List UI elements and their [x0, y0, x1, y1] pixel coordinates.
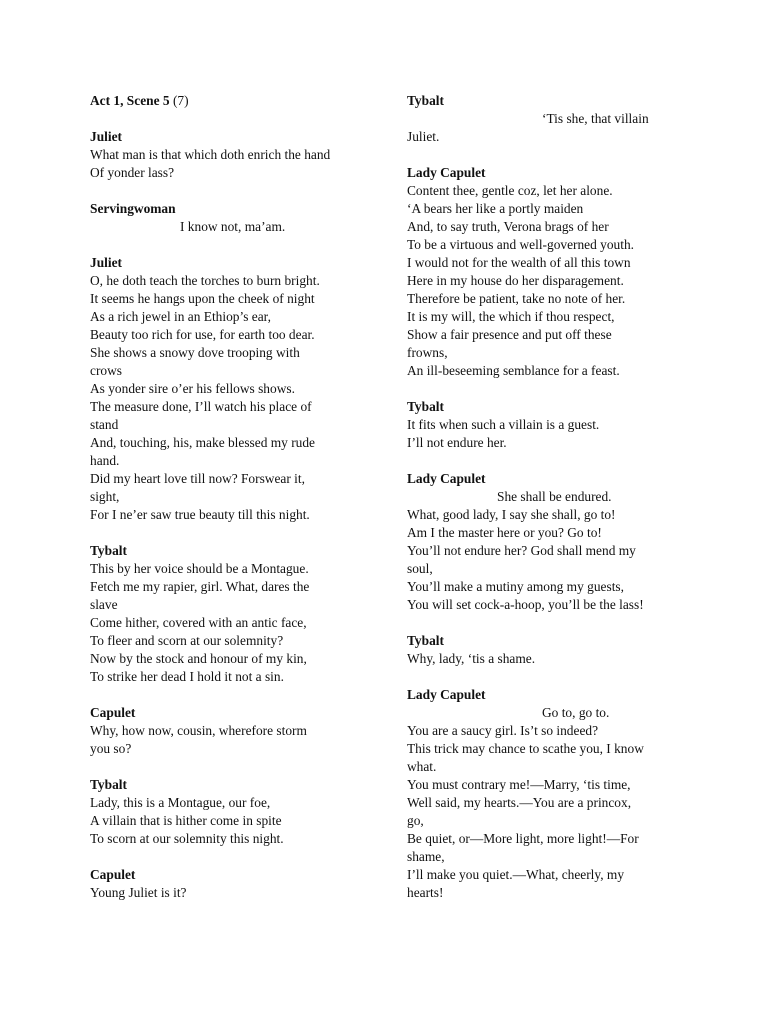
speech-line: what. — [407, 759, 437, 774]
speaker-name: Tybalt — [407, 93, 444, 108]
speaker-name: Servingwoman — [90, 201, 176, 216]
page-number: (7) — [172, 93, 189, 108]
speech-line: As yonder sire o’er his fellows shows. — [90, 381, 295, 396]
speech-block — [407, 164, 697, 380]
speech-block — [407, 632, 697, 668]
speaker-name: Tybalt — [90, 543, 127, 558]
speech-line: Go to, go to. — [542, 705, 610, 720]
speech-line: I’ll make you quiet.—What, cheerly, my — [407, 867, 625, 882]
speaker-name: Capulet — [90, 705, 136, 720]
speech-line: Therefore be patient, take no note of her. — [407, 291, 626, 306]
speaker-name: Tybalt — [407, 399, 444, 414]
speech-block — [90, 542, 380, 686]
speech-line: The measure done, I’ll watch his place of — [90, 399, 312, 414]
speech-line: An ill-beseeming semblance for a feast. — [407, 363, 620, 378]
speech-block — [90, 200, 380, 236]
speech-line: Young Juliet is it? — [90, 885, 187, 900]
speech-line: What, good lady, I say she shall, go to! — [407, 507, 616, 522]
speech-line: To scorn at our solemnity this night. — [90, 831, 284, 846]
speech-block — [90, 704, 380, 758]
speech-line: You must contrary me!—Marry, ‘tis time, — [407, 777, 631, 792]
speech-line: Come hither, covered with an antic face, — [90, 615, 307, 630]
speech-line: And, to say truth, Verona brags of her — [407, 219, 609, 234]
speech-block — [407, 470, 697, 614]
speech-line: hearts! — [407, 885, 444, 900]
speech-line: crows — [90, 363, 122, 378]
speech-line: ‘A bears her like a portly maiden — [407, 201, 584, 216]
speech-line: I’ll not endure her. — [407, 435, 507, 450]
speech-line: Did my heart love till now? Forswear it, — [90, 471, 305, 486]
speaker-name: Capulet — [90, 867, 136, 882]
speech-line: Why, lady, ‘tis a shame. — [407, 651, 536, 666]
left-column — [90, 92, 380, 920]
speech-line: O, he doth teach the torches to burn bright. — [90, 273, 320, 288]
speech-line: ‘Tis she, that villain — [542, 111, 649, 126]
speech-block — [90, 776, 380, 848]
speech-line: you so? — [90, 741, 132, 756]
speech-line: This trick may chance to scathe you, I know — [407, 741, 644, 756]
speaker-name: Juliet — [90, 129, 122, 144]
right-column — [407, 92, 697, 920]
speech-line: Show a fair presence and put off these — [407, 327, 612, 342]
speech-line: You are a saucy girl. Is’t so indeed? — [407, 723, 599, 738]
speech-line: Am I the master here or you? Go to! — [407, 525, 602, 540]
speech-line: To be a virtuous and well-governed youth. — [407, 237, 635, 252]
speaker-name: Lady Capulet — [407, 471, 486, 486]
speech-line: Beauty too rich for use, for earth too dear. — [90, 327, 315, 342]
speech-line: You’ll make a mutiny among my guests, — [407, 579, 624, 594]
speech-line: Fetch me my rapier, girl. What, dares the — [90, 579, 310, 594]
speech-line: hand. — [90, 453, 120, 468]
speech-line: shame, — [407, 849, 445, 864]
speech-line: I would not for the wealth of all this town — [407, 255, 631, 270]
speech-line: You will set cock-a-hoop, you’ll be the lass! — [407, 597, 644, 612]
speech-line: frowns, — [407, 345, 448, 360]
speech-line: What man is that which doth enrich the hand — [90, 147, 331, 162]
scene-heading — [90, 92, 380, 110]
speech-line: And, touching, his, make blessed my rude — [90, 435, 315, 450]
speech-line: Well said, my hearts.—You are a princox, — [407, 795, 632, 810]
speech-line: To fleer and scorn at our solemnity? — [90, 633, 284, 648]
speech-line: go, — [407, 813, 424, 828]
speech-line: Lady, this is a Montague, our foe, — [90, 795, 271, 810]
speech-line: A villain that is hither come in spite — [90, 813, 282, 828]
speech-block — [407, 398, 697, 452]
speech-line: soul, — [407, 561, 433, 576]
speaker-name: Tybalt — [407, 633, 444, 648]
speaker-name: Juliet — [90, 255, 122, 270]
speech-block — [90, 128, 380, 182]
speech-line: Be quiet, or—More light, more light!—For — [407, 831, 639, 846]
speech-line: She shall be endured. — [497, 489, 612, 504]
speech-line: It seems he hangs upon the cheek of night — [90, 291, 315, 306]
speech-block — [407, 686, 697, 902]
speech-block — [407, 92, 697, 146]
speech-line: This by her voice should be a Montague. — [90, 561, 309, 576]
speech-line: For I ne’er saw true beauty till this night. — [90, 507, 310, 522]
speech-block — [90, 866, 380, 902]
speech-line: Content thee, gentle coz, let her alone. — [407, 183, 613, 198]
speech-line: Juliet. — [407, 129, 440, 144]
speech-line: Of yonder lass? — [90, 165, 175, 180]
speech-line: Now by the stock and honour of my kin, — [90, 651, 307, 666]
speech-line: She shows a snowy dove trooping with — [90, 345, 300, 360]
speech-block — [90, 254, 380, 524]
speech-line: Why, how now, cousin, wherefore storm — [90, 723, 307, 738]
speaker-name: Lady Capulet — [407, 687, 486, 702]
speech-line: I know not, ma’am. — [180, 219, 286, 234]
speaker-name: Tybalt — [90, 777, 127, 792]
speech-line: To strike her dead I hold it not a sin. — [90, 669, 284, 684]
scene-title: Act 1, Scene 5 — [90, 93, 170, 108]
speech-line: It fits when such a villain is a guest. — [407, 417, 600, 432]
speech-line: You’ll not endure her? God shall mend my — [407, 543, 636, 558]
speech-line: It is my will, the which if thou respect, — [407, 309, 615, 324]
speech-line: stand — [90, 417, 119, 432]
speech-line: As a rich jewel in an Ethiop’s ear, — [90, 309, 271, 324]
speech-line: sight, — [90, 489, 120, 504]
speech-line: Here in my house do her disparagement. — [407, 273, 624, 288]
speaker-name: Lady Capulet — [407, 165, 486, 180]
speech-line: slave — [90, 597, 118, 612]
